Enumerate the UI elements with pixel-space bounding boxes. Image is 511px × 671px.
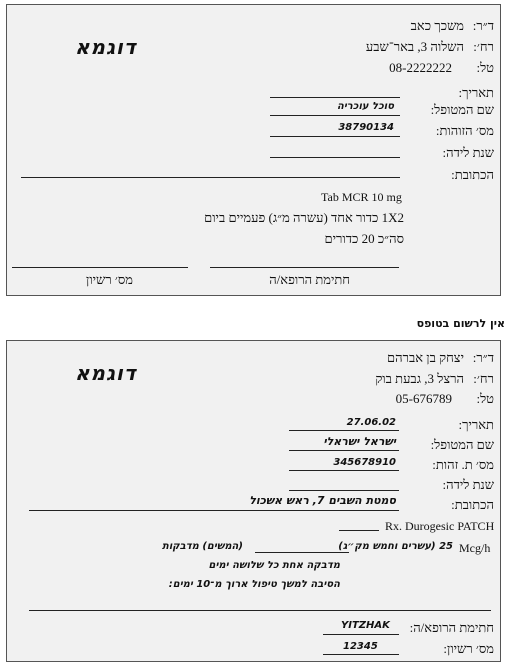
- prescription-form-1: [6, 4, 501, 296]
- date-label: תאריך:: [458, 85, 494, 100]
- rx-dose-unit: Mcg/h: [459, 541, 491, 555]
- doctor-label: ד״ר:: [472, 350, 494, 365]
- id-value: 38790134: [338, 122, 394, 133]
- date-field[interactable]: [270, 97, 400, 98]
- phone-label: טל:: [476, 391, 494, 406]
- rx-line-3: סה״כ 20 כדורים: [324, 231, 404, 246]
- license-label: מס׳ רשיון: [86, 272, 133, 287]
- notice-text: אין לרשום בטופס: [416, 317, 505, 330]
- signature-value: YITZHAK: [341, 620, 390, 631]
- date-field[interactable]: [289, 430, 399, 431]
- street-value: הרצל 3, גבעת בוק: [375, 371, 464, 386]
- address-label: הכתובת:: [451, 167, 494, 182]
- street-value: השלוה 3, באר־שבע: [365, 39, 464, 54]
- id-field[interactable]: [270, 136, 400, 137]
- id-value: 345678910: [333, 457, 396, 468]
- doctor-label: ד״ר:: [472, 18, 494, 33]
- rx-line-2: 1X2 כדור אחד (עשרה מ״ג) פעמיים ביום: [204, 210, 404, 225]
- license-label: מס׳ רשיון:: [443, 641, 494, 656]
- street-label: רח׳:: [473, 371, 494, 386]
- id-label: מס׳ הזוהות:: [435, 123, 494, 138]
- patient-value: סוכל עוכריה: [336, 101, 394, 112]
- rx-quantity: (המשים) מדבקות: [162, 541, 243, 552]
- address-label: הכתובת:: [451, 497, 494, 512]
- date-value: 27.06.02: [346, 417, 396, 428]
- rx-drug-blank[interactable]: [339, 530, 379, 531]
- sample-stamp: דוגמא: [75, 361, 137, 385]
- phone-label: טל:: [476, 60, 494, 75]
- phone-value: 05-676789: [395, 391, 452, 406]
- address-value: סמטת השבים 7, ראש אשכול: [249, 494, 396, 507]
- license-field[interactable]: [323, 654, 399, 655]
- birth-year-label: שנת לידה:: [442, 145, 494, 160]
- license-line[interactable]: [12, 267, 188, 268]
- doctor-name: משכך כאב: [410, 18, 464, 33]
- sample-stamp: דוגמא: [75, 35, 137, 59]
- rx-line-3: הסיבה למשך טיפול ארוך מ־10 ימים:: [168, 579, 340, 590]
- rx-dose-value: 25 (עשרים וחמש מק״ג): [338, 541, 453, 552]
- address-field[interactable]: [29, 510, 399, 511]
- birth-year-field[interactable]: [270, 157, 400, 158]
- doctor-name: יצחק בן אברהם: [387, 350, 464, 365]
- phone-value: 08-2222222: [389, 60, 452, 75]
- patient-field[interactable]: [270, 115, 400, 116]
- rx-drug: Rx. Durogesic PATCH: [385, 519, 495, 533]
- patient-value: ישראל ישראלי: [323, 435, 396, 448]
- rx-line-1: Tab MCR 10 mg: [321, 190, 402, 204]
- patient-field[interactable]: [289, 450, 399, 451]
- signature-label: חתימת הרופא/ה: [269, 272, 350, 287]
- rx-quantity-blank[interactable]: [255, 552, 349, 553]
- birth-year-field[interactable]: [289, 490, 399, 491]
- signature-line[interactable]: [210, 267, 399, 268]
- patient-label: שם המטופל:: [430, 437, 494, 452]
- patient-label: שם המטופל:: [430, 102, 494, 117]
- id-label: מס׳ ת. זהות:: [432, 457, 494, 472]
- prescription-form-2: [6, 340, 501, 662]
- rx-line-2: מדבקה אחת כל שלושה ימים: [208, 560, 340, 571]
- address-field[interactable]: [21, 177, 400, 178]
- id-field[interactable]: [289, 470, 399, 471]
- birth-year-label: שנת לידה:: [442, 477, 494, 492]
- street-label: רח׳:: [473, 39, 494, 54]
- divider-line: [29, 610, 491, 611]
- date-label: תאריך:: [458, 417, 494, 432]
- license-value: 12345: [343, 641, 378, 652]
- signature-label: חתימת הרופא/ה:: [409, 620, 494, 635]
- signature-field[interactable]: [323, 634, 399, 635]
